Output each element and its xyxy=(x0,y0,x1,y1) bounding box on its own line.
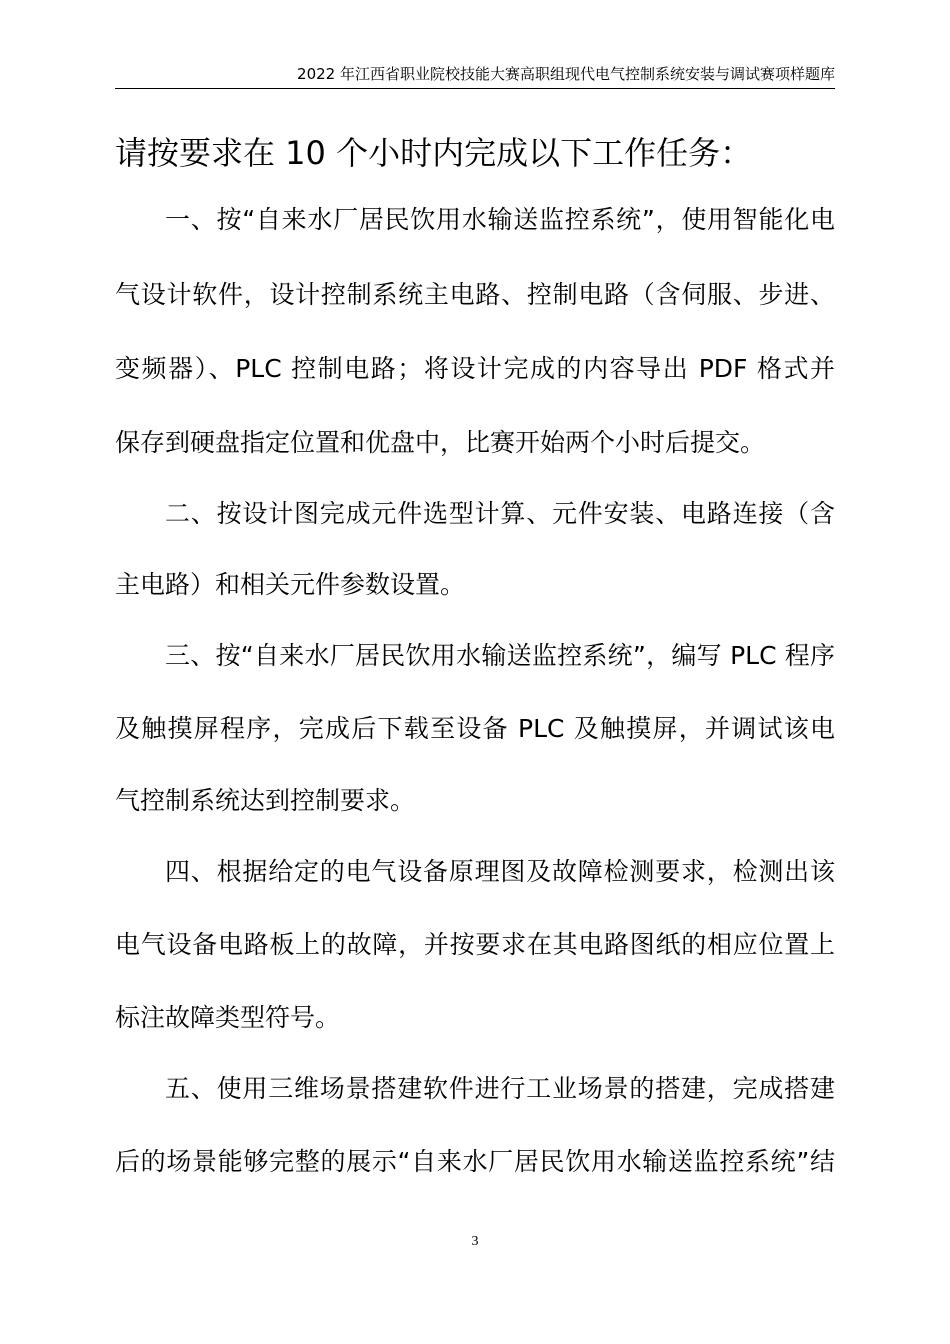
paragraph-3-line-2: 及触摸屏程序，完成后下载至设备 PLC 及触摸屏，并调试该电 xyxy=(115,714,835,743)
paragraph-4-line-1: 四、根据给定的电气设备原理图及故障检测要求，检测出该 xyxy=(165,857,835,886)
paragraph-4-line-3: 标注故障类型符号。 xyxy=(115,1003,341,1032)
paragraph-1-line-1: 一、按“自来水厂居民饮用水输送监控系统”，使用智能化电 xyxy=(165,205,835,234)
paragraph-3-line-1: 三、按“自来水厂居民饮用水输送监控系统”，编写 PLC 程序 xyxy=(165,641,835,670)
paragraph-1-line-2: 气设计软件，设计控制系统主电路、控制电路（含伺服、步进、 xyxy=(115,280,835,309)
paragraph-1-line-4: 保存到硬盘指定位置和优盘中，比赛开始两个小时后提交。 xyxy=(115,428,766,457)
paragraph-1-line-3: 变频器）、PLC 控制电路；将设计完成的内容导出 PDF 格式并 xyxy=(115,354,835,383)
header-rule xyxy=(115,88,835,89)
paragraph-5-line-2: 后的场景能够完整的展示“自来水厂居民饮用水输送监控系统”结 xyxy=(115,1147,835,1176)
page-number: 3 xyxy=(471,1234,479,1249)
paragraph-2-line-1: 二、按设计图完成元件选型计算、元件安装、电路连接（含 xyxy=(165,499,835,528)
page-heading: 请按要求在 10 个小时内完成以下工作任务： xyxy=(115,134,753,172)
paragraph-3-line-3: 气控制系统达到控制要求。 xyxy=(115,786,416,815)
paragraph-4-line-2: 电气设备电路板上的故障，并按要求在其电路图纸的相应位置上 xyxy=(115,930,835,959)
paragraph-2-line-2: 主电路）和相关元件参数设置。 xyxy=(115,570,466,599)
running-header: 2022 年江西省职业院校技能大赛高职组现代电气控制系统安装与调试赛项样题库 xyxy=(297,65,835,83)
paragraph-5-line-1: 五、使用三维场景搭建软件进行工业场景的搭建，完成搭建 xyxy=(165,1074,835,1103)
